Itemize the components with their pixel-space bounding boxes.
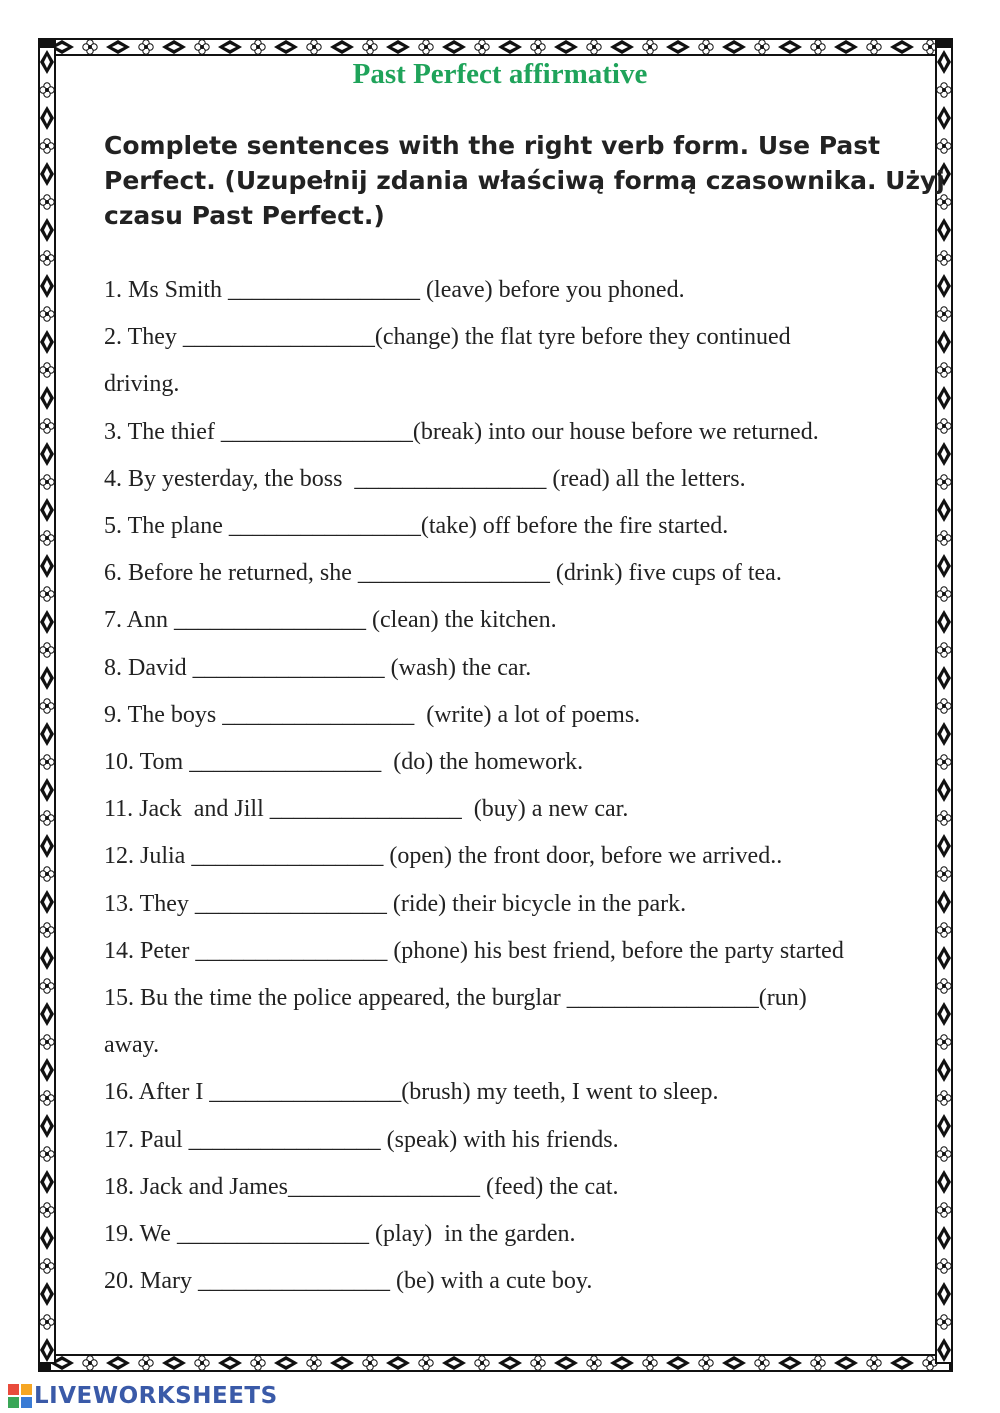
exercise-line: 10. Tom ________________ (do) the homework.	[104, 749, 584, 776]
liveworksheets-brand: LIVEWORKSHEETS	[34, 1383, 278, 1409]
border-left	[39, 47, 55, 1363]
exercise-line: 19. We ________________ (play) in the garden.	[104, 1221, 576, 1248]
exercise-line: 4. By yesterday, the boss ________________ (read) all the letters.	[104, 465, 746, 492]
exercise-line: 6. Before he returned, she ________________ (drink) five cups of tea.	[104, 560, 782, 587]
liveworksheets-icon	[8, 1384, 32, 1408]
exercise-line: away.	[104, 1032, 160, 1059]
exercise-line: 16. After I ________________(brush) my teeth, I went to sleep.	[104, 1079, 719, 1106]
exercise-line: 9. The boys ________________ (write) a lot of poems.	[104, 701, 641, 728]
exercise-line: 5. The plane ________________(take) off before the fire started.	[104, 513, 729, 540]
exercise-line: 18. Jack and James________________ (feed) the cat.	[104, 1173, 619, 1200]
liveworksheets-logo[interactable]	[8, 1383, 278, 1409]
worksheet-title: Past Perfect affirmative	[352, 58, 648, 90]
exercise-line: 8. David ________________ (wash) the car.	[104, 654, 532, 681]
exercise-line: 12. Julia ________________ (open) the front door, before we arrived..	[104, 843, 783, 870]
exercise-line: 15. Bu the time the police appeared, the burglar ________________(run)	[104, 985, 807, 1012]
exercise-line: 14. Peter ________________ (phone) his best friend, before the party started	[104, 937, 844, 964]
exercise-line: 17. Paul ________________ (speak) with his friends.	[104, 1126, 619, 1153]
exercise-line: 7. Ann ________________ (clean) the kitchen.	[104, 607, 557, 634]
instructions-text: Complete sentences with the right verb form. Use Past Perfect. (Uzupełnij zdania właściwą formą czasownika. Użyj czasu Past Perfect.)	[104, 131, 945, 230]
exercise-line: 3. The thief ________________(break) into our house before we returned.	[104, 418, 819, 445]
border-bottom	[50, 1355, 950, 1371]
exercise-line: 20. Mary ________________ (be) with a cute boy.	[104, 1268, 593, 1295]
exercise-list	[104, 267, 944, 1305]
exercise-line: 11. Jack and Jill ________________ (buy) a new car.	[104, 796, 629, 823]
exercise-line: 1. Ms Smith ________________ (leave) before you phoned.	[104, 277, 685, 303]
exercise-line: driving.	[104, 371, 180, 398]
exercise-line: 13. They ________________ (ride) their bicycle in the park.	[104, 890, 687, 917]
exercise-line: 2. They ________________(change) the flat tyre before they continued	[104, 324, 791, 351]
